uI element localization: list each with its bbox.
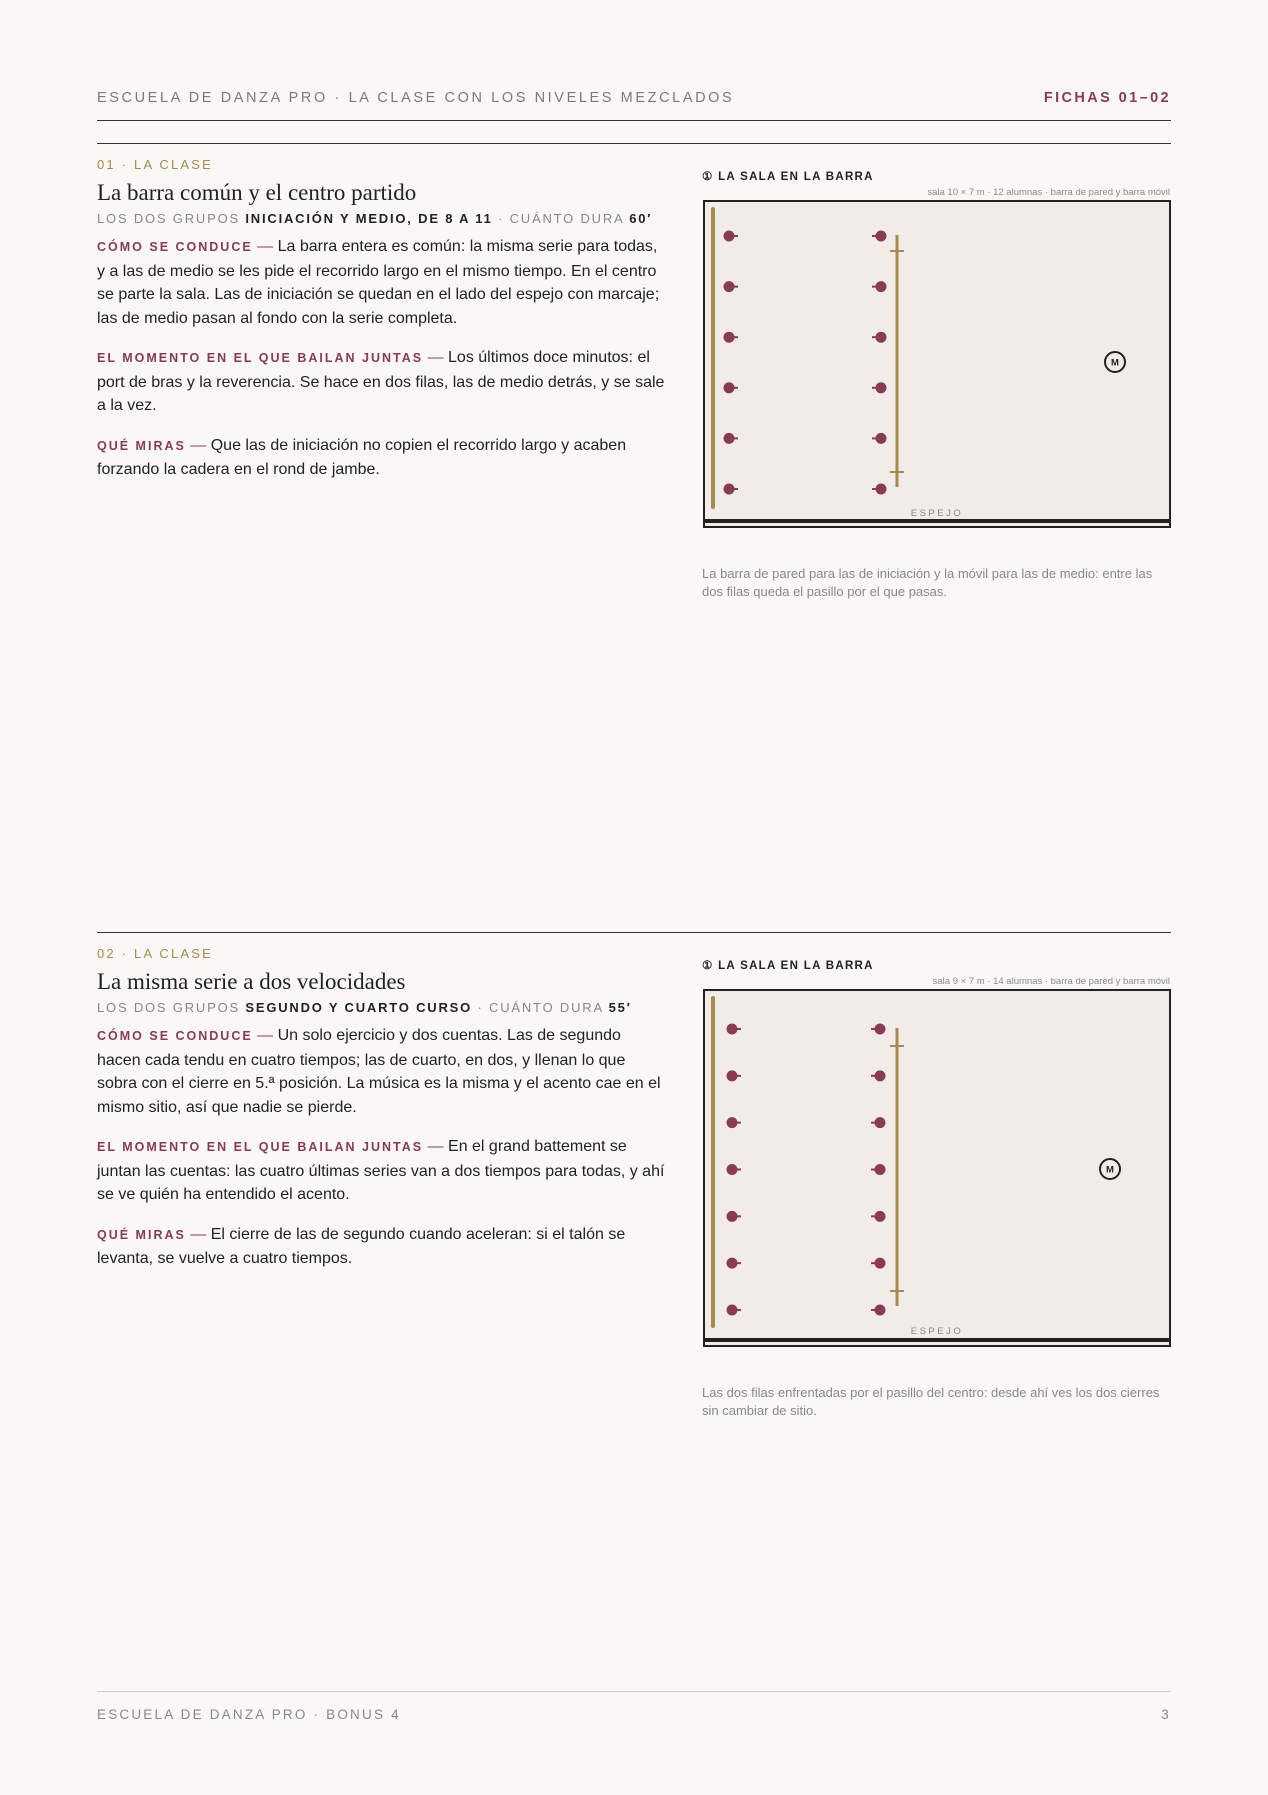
paragraph-watch: [97, 434, 667, 482]
figure-caption: Las dos filas enfrentadas por el pasillo del centro: desde ahí ves los dos cierres sin cambiar de sitio.: [702, 1385, 1160, 1418]
student-marker: [876, 484, 887, 495]
header-rule: [97, 120, 1171, 121]
student-marker: [876, 231, 887, 242]
sheet-2-top-rule: [97, 932, 1171, 933]
paragraph-label: CÓMO SE CONDUCE: [97, 1029, 253, 1043]
student-marker: [727, 1117, 738, 1128]
sheet-2-figure: [702, 946, 1172, 1420]
mirror-label: ESPEJO: [910, 1326, 964, 1337]
paragraph-label: EL MOMENTO EN EL QUE BAILAN JUNTAS: [97, 1140, 424, 1154]
paragraph-label: QUÉ MIRAS: [97, 1227, 186, 1242]
teacher-label: M: [1111, 357, 1119, 369]
paragraph-watch: [97, 1223, 667, 1271]
page-number: 3: [1161, 1707, 1171, 1722]
paragraph-together: [97, 346, 667, 418]
paragraph-conduct: [97, 1024, 667, 1119]
paragraph-dash: —: [185, 436, 211, 454]
sheet-kicker: 02 · LA CLASE: [97, 946, 214, 961]
student-marker: [876, 382, 887, 393]
student-marker: [875, 1024, 886, 1035]
student-marker: [876, 281, 887, 292]
student-marker: [724, 332, 735, 343]
figure-meta: sala 10 × 7 m · 12 alumnas · barra de pared y barra móvil: [927, 187, 1170, 198]
room-plan: [702, 199, 1172, 533]
student-marker: [727, 1305, 738, 1316]
footer-title: ESCUELA DE DANZA PRO · BONUS 4: [97, 1707, 401, 1722]
meta-groups-label: LOS DOS GRUPOS: [97, 1000, 240, 1015]
page-footer: [97, 1707, 1171, 1722]
paragraph-dash: —: [252, 238, 278, 255]
mirror-label: ESPEJO: [910, 508, 964, 519]
figure-caption: La barra de pared para las de iniciación y la móvil para las de medio: entre las dos filas queda el pasillo por el que pasas.: [702, 566, 1153, 599]
paragraph-text: Que las de iniciación no copien el recorrido largo y acaben forzando la cadera en el rond de jambe.: [97, 436, 627, 478]
paragraph-dash: —: [185, 1225, 211, 1243]
paragraph-text: El cierre de las de segundo cuando aceleran: si el talón se levanta, se vuelve a cuatro tiempos.: [97, 1225, 626, 1267]
figure-title: ① LA SALA EN LA BARRA: [702, 960, 874, 972]
sheet-1-top-rule: [97, 143, 1171, 144]
student-marker: [875, 1164, 886, 1175]
paragraph-label: CÓMO SE CONDUCE: [97, 240, 253, 254]
student-marker: [724, 382, 735, 393]
footer-rule: [97, 1691, 1171, 1692]
paragraph-label: QUÉ MIRAS: [97, 438, 186, 453]
meta-duration-label: · CUÁNTO DURA: [498, 211, 624, 226]
student-marker: [727, 1258, 738, 1269]
student-marker: [875, 1117, 886, 1128]
student-marker: [875, 1258, 886, 1269]
student-marker: [876, 433, 887, 444]
student-marker: [875, 1070, 886, 1081]
student-marker: [727, 1211, 738, 1222]
figure-meta: sala 9 × 7 m · 14 alumnas · barra de pared y barra móvil: [932, 976, 1170, 987]
running-header: [97, 90, 1171, 106]
header-title: ESCUELA DE DANZA PRO · LA CLASE CON LOS NIVELES MEZCLADOS: [97, 90, 735, 106]
student-marker: [876, 332, 887, 343]
paragraph-dash: —: [423, 349, 449, 366]
paragraph-dash: —: [252, 1027, 278, 1044]
meta-groups-value: INICIACIÓN Y MEDIO, DE 8 A 11: [245, 211, 493, 226]
paragraph-text: Los últimos doce minutos: el port de bras y la reverencia. Se hace en dos filas, las de medio detrás, y se sale a la vez.: [97, 349, 665, 414]
student-marker: [727, 1024, 738, 1035]
meta-duration-label: · CUÁNTO DURA: [477, 1000, 604, 1015]
paragraph-text: Un solo ejercicio y dos cuentas. Las de segundo hacen cada tendu en cuatro tiempos; las de cuarto, en dos, y llenan lo que sobra con el cierre en 5.ª posición. La música es la misma y el acento cae en el mismo sitio, así que nadie se pierde.: [97, 1027, 661, 1116]
student-marker: [724, 484, 735, 495]
sheet-1-text: [97, 157, 667, 498]
sheet-title: La misma serie a dos velocidades: [97, 969, 406, 994]
student-marker: [724, 281, 735, 292]
paragraph-dash: —: [423, 1138, 449, 1155]
sheet-1-figure: [702, 157, 1172, 601]
meta-duration-value: 55′: [608, 1000, 632, 1015]
room-plan: [702, 988, 1172, 1352]
meta-groups-label: LOS DOS GRUPOS: [97, 211, 240, 226]
sheet-meta: [97, 211, 667, 226]
paragraph-text: La barra entera es común: la misma serie para todas, y a las de medio se les pide el recorrido largo en el mismo tiempo. En el centro se parte la sala. Las de iniciación se quedan en el lado del espejo con marcaje; las de medio pasan al fondo con la serie completa.: [97, 238, 660, 327]
student-marker: [724, 433, 735, 444]
teacher-label: M: [1106, 1164, 1114, 1176]
room-outline: [704, 201, 1170, 527]
sheet-kicker: 01 · LA CLASE: [97, 157, 214, 172]
student-marker: [727, 1070, 738, 1081]
student-marker: [724, 231, 735, 242]
paragraph-together: [97, 1135, 667, 1207]
header-sheet-range: FICHAS 01–02: [1043, 90, 1171, 106]
student-marker: [875, 1305, 886, 1316]
sheet-title: La barra común y el centro partido: [97, 180, 417, 205]
student-marker: [727, 1164, 738, 1175]
meta-groups-value: SEGUNDO Y CUARTO CURSO: [245, 1000, 473, 1015]
paragraph-text: En el grand battement se juntan las cuentas: las cuatro últimas series van a dos tiempos para todas, y ahí se ve quién ha entendido el acento.: [97, 1138, 665, 1203]
sheet-meta: [97, 1000, 667, 1015]
student-marker: [875, 1211, 886, 1222]
meta-duration-value: 60′: [629, 211, 653, 226]
sheet-2-text: [97, 946, 667, 1287]
figure-title: ① LA SALA EN LA BARRA: [702, 171, 874, 183]
paragraph-conduct: [97, 235, 667, 330]
paragraph-label: EL MOMENTO EN EL QUE BAILAN JUNTAS: [97, 351, 424, 365]
